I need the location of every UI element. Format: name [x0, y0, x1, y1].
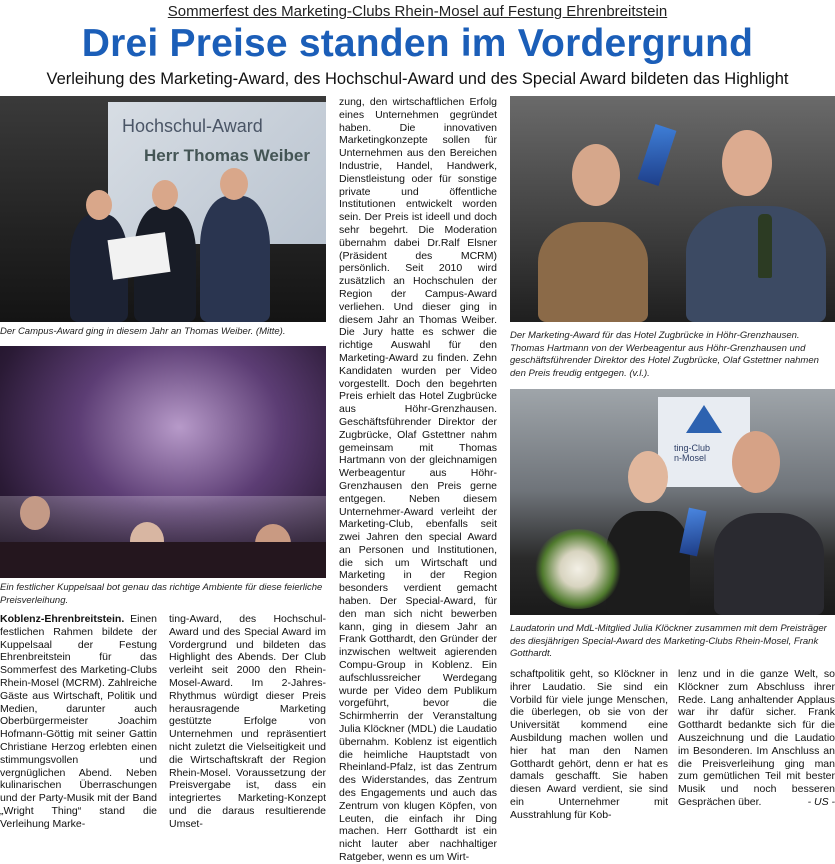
body-column-4	[510, 668, 668, 822]
banner-text: ting-Club n-Mosel	[674, 443, 711, 463]
body-text-1: Einen festlichen Rahmen bildete der Kuppelsaal der Festung Ehrenbreitstein für das Sommerfest des Marketing-Clubs Rhein-Mosel (MCRM). Zahlreiche Gäste aus Wirtschaft, Politik und Medien, darunter auch Oberbürgermeister Joachim Hofmann-Göttig mit seiner Gattin Christiane Herzog erlebten einen stimmungsvollen und vergnüglichen Abend. Neben kulinarischen Überraschungen und der Party-Musik mit der Band „Wright Thing“ stand die Verleihung Marke-	[0, 613, 157, 830]
body-column-3	[339, 96, 497, 864]
photo-kuppelsaal	[0, 346, 326, 578]
body-column-2	[169, 613, 326, 831]
body-text-5: lenz und in die ganze Welt, so Klöckner zum Abschluss ihrer Rede. Lang anhaltender Applaus war ihr dafür sicher. Frank Gotthardt bedankte sich für die Auszeichnung und die Laudatio im Besonderen. Im Anschluss an die Preisverleihung ging man zum gemütlichen Teil mit bester Musik und noch besseren Gesprächen über.	[678, 668, 835, 808]
author-signature: - US -	[807, 795, 835, 808]
caption-special-award: Laudatorin und MdL-Mitglied Julia Klöckner zusammen mit dem Preisträger des diesjährigen Special-Award des Marketing-Clubs Rhein-Mosel, Frank Gotthardt.	[510, 623, 827, 659]
kicker: Sommerfest des Marketing-Clubs Rhein-Mosel auf Festung Ehrenbreitstein	[167, 3, 668, 20]
headline: Drei Preise standen im Vordergrund	[81, 22, 754, 65]
caption-kuppelsaal: Ein festlicher Kuppelsaal bot genau das richtige Ambiente für diese feierliche Preisverleihung.	[0, 582, 323, 606]
screen-title: Hochschul-Award	[122, 116, 263, 136]
dateline: Koblenz-Ehrenbreitstein.	[0, 613, 125, 625]
body-column-5	[678, 668, 835, 809]
photo-marketing-award	[510, 96, 835, 322]
screen-name: Herr Thomas Weiber	[144, 146, 310, 165]
subheadline: Verleihung des Marketing-Award, des Hochschul-Award und des Special Award bildeten das Highlight	[46, 70, 789, 88]
body-text-2: ting-Award, des Hochschul-Award und des Special Award im Vordergrund und bildeten das Highlight des Abends. Der Club verleiht seit 2000 den Rhein-Mosel-Award. Im 2-Jahres-Rhythmus würdigt dieser Preis herausragende Marketing gestützte Erfolge von Unternehmen und repräsentiert nicht zuletzt die Vielseitigkeit und die Wirtschaftskraft der Region Rhein-Mosel. Voraussetzung der Preisvergabe ist, dass ein integriertes Marketing-Konzept und die daraus resultierende Umset-	[169, 613, 326, 830]
body-column-1	[0, 613, 157, 831]
caption-marketing-award: Der Marketing-Award für das Hotel Zugbrücke in Höhr-Grenzhausen. Thomas Hartmann von der Werbeagentur aus Höhr-Grenzhausen und geschäftsführender Direktor des Hotel Zugbrücke, Olaf Gstettner nahmen den Preis freudig entgegen. (v.l.).	[510, 330, 819, 379]
photo-campus-award	[0, 96, 326, 322]
body-text-3: zung, den wirtschaftlichen Erfolg eines Unternehmen gegründet haben. Die innovativen Marketingkonzepte sollen für Unternehmen aus den Bereichen Industrie, Handel, Handwerk, Dienstleistung oder für sonstige private und öffentliche Institutionen entwickelt worden sein. Der Preis ist ideell und doch sehr begehrt. Die Moderation übernahm dabei Dr.Ralf Elsner (Präsident des MCRM) persönlich. Seit 2010 wird zusätzlich an Hochschulen der Region der Campus-Award verliehen. Und dieser ging in diesem Jahr an Thomas Weiber. Die Jury hatte es schwer die richtige Auswahl für den Marketing-Award zu finden. Zehn Kandidaten wurden per Video vorgestellt. Doch den begehrten Preis erhielt das Hotel Zugbrücke aus Höhr-Grenzhausen. Geschäftsführender Direktor der Zugbrücke, Olaf Gstettner nahm gemeinsam mit Thomas Hartmann von der gleichnamigen Werbeagentur aus Höhr-Grenzhausen den Preis gerne entgegen. Neben diesem Unternehmer-Award verleiht der Marketing-Club, ebenfalls seit zwei Jahren den special Award an Personen und Institutionen, die sich um Wirtschaft und Marketing in der Region besonders verdient gemacht haben. Der Special-Award, für den man sich nicht bewerben kann, ging in diesem Jahr an Frank Gotthardt, den Gründer der inzwischen weltweit agierenden Compu-Group in Koblenz. Ein aufschlussreicher Werdegang wurde per Video dem Publikum vorgeführt, bevor die Schirmherrin der Veranstaltung Julia Klöckner (MDL) die Laudatio übernahm. Koblenz ist eigentlich die heimliche Hauptstadt von Rheinland-Pfalz, ist das Zentrum des Widerstandes, das Zentrum des Engagements und auch das Zentrum von klugen Köpfen, von Leuten, die einfach ihr Ding machen. Herr Gotthardt ist ein nicht lauter aber nachhaltiger Ratgeber, wenn es um Wirt-	[339, 96, 497, 864]
body-text-4: schaftpolitik geht, so Klöckner in ihrer Laudatio. Sie sind ein Vorbild für viele junge Menschen, die überlegen, ob sie von der Universität kommend eine Ausbildung machen wollen und hier hat man den Namen Gotthardt gehört, denn er hat es damals geschafft. Sie haben diesen Award verdient, sie sind ein Unternehmer mit Ausstrahlung für Kob-	[510, 668, 668, 821]
caption-campus-award: Der Campus-Award ging in diesem Jahr an Thomas Weiber. (Mitte).	[0, 326, 286, 337]
photo-special-award	[510, 389, 835, 615]
